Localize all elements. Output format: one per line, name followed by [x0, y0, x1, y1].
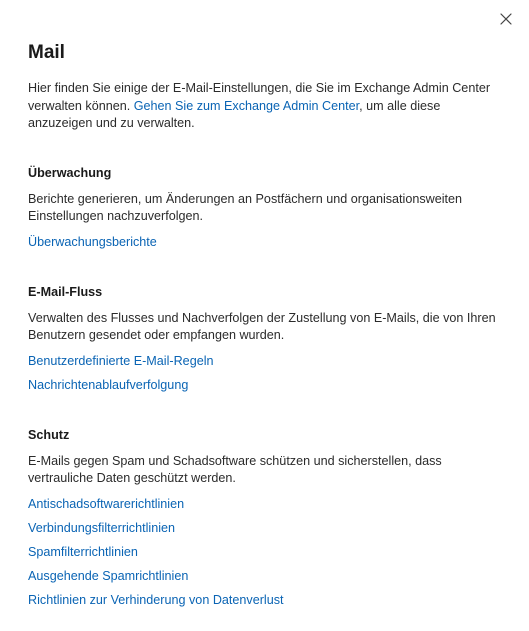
message-trace-link[interactable]: Nachrichtenablaufverfolgung	[28, 378, 189, 392]
connection-filter-policies-link[interactable]: Verbindungsfilterrichtlinien	[28, 521, 176, 535]
section-protection	[28, 427, 503, 609]
close-button[interactable]	[495, 8, 517, 30]
exchange-admin-center-link[interactable]: Gehen Sie zum Exchange Admin Center	[133, 98, 360, 113]
link-item	[28, 496, 503, 513]
intro-text-after: , um alle diese anzuzeigen und zu verwalten.	[28, 98, 441, 130]
spam-filter-policies-link[interactable]: Spamfilterrichtlinien	[28, 545, 138, 559]
link-item	[28, 353, 503, 370]
link-item	[28, 592, 503, 609]
intro-text	[28, 80, 503, 133]
section-auditing	[28, 165, 503, 251]
section-description: Berichte generieren, um Änderungen an Postfächern und organisationsweiten Einstellungen nachzuverfolgen.	[28, 192, 463, 223]
link-item	[28, 520, 503, 537]
outbound-spam-policies-link[interactable]: Ausgehende Spamrichtlinien	[28, 569, 189, 583]
section-link-list	[28, 234, 503, 251]
dlp-policies-link[interactable]: Richtlinien zur Verhinderung von Datenverlust	[28, 593, 284, 607]
auditing-reports-link[interactable]: Überwachungsberichte	[28, 235, 157, 249]
section-link-list	[28, 353, 503, 394]
section-description: Verwalten des Flusses und Nachverfolgen der Zustellung von E-Mails, die von Ihren Benutzern gesendet oder empfangen wurden.	[28, 311, 496, 342]
section-heading: Schutz	[28, 428, 70, 442]
anti-malware-policies-link[interactable]: Antischadsoftwarerichtlinien	[28, 497, 185, 511]
intro-text-before: Hier finden Sie einige der E-Mail-Einstellungen, die Sie im Exchange Admin Center verwalten können.	[28, 81, 491, 113]
section-heading: Überwachung	[28, 166, 112, 180]
panel-title: Mail	[28, 42, 65, 63]
section-description: E-Mails gegen Spam und Schadsoftware schützen und sicherstellen, dass vertrauliche Daten geschützt werden.	[28, 454, 442, 485]
section-heading: E-Mail-Fluss	[28, 285, 103, 299]
section-mail-flow	[28, 284, 503, 394]
link-item	[28, 568, 503, 585]
section-link-list	[28, 496, 503, 609]
link-item	[28, 234, 503, 251]
custom-mail-rules-link[interactable]: Benutzerdefinierte E-Mail-Regeln	[28, 354, 214, 368]
link-item	[28, 377, 503, 394]
link-item	[28, 544, 503, 561]
close-icon	[500, 13, 512, 25]
